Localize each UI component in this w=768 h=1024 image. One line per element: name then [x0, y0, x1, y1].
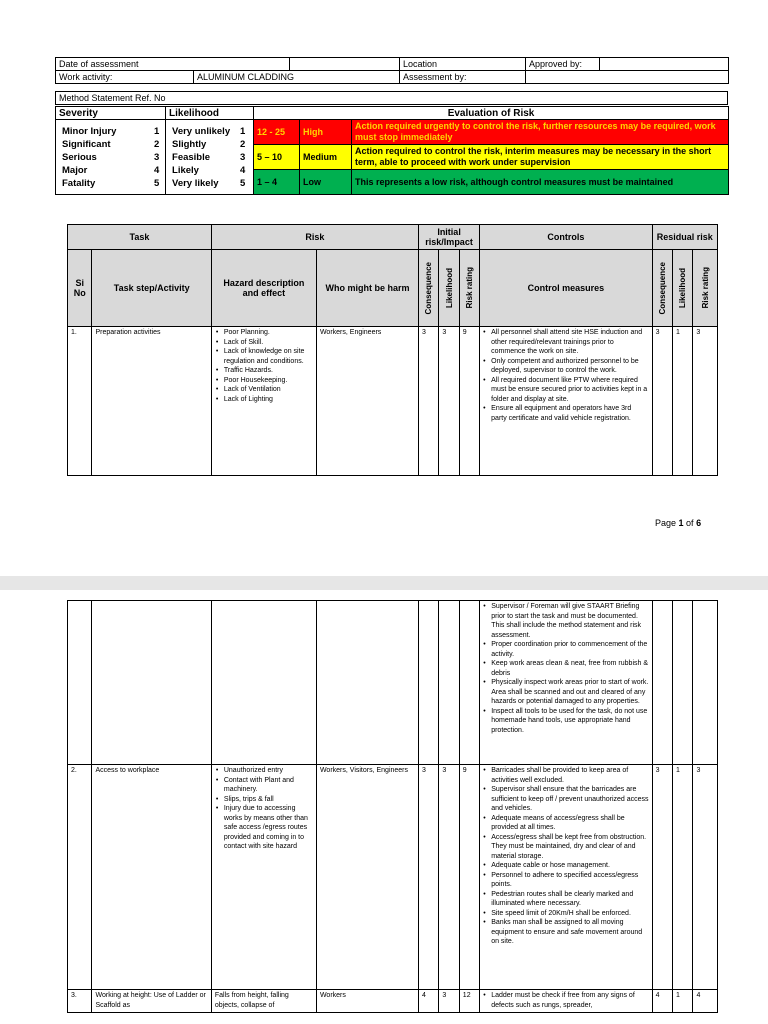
evaluation-heading: Evaluation of Risk — [254, 107, 729, 120]
row-who: Workers, Engineers — [316, 327, 418, 476]
row-res-consequence: 3 — [652, 765, 672, 990]
col-hazard: Hazard description and effect — [211, 250, 316, 327]
control-item: • Physically inspect work areas prior to start of work. Area shall be scanned and out and cleared of any hazards or potential damaged to any properties. — [491, 678, 648, 707]
severity-num: 2 — [154, 138, 160, 150]
row-likelihood: 3 — [439, 990, 459, 1013]
hazard-item: • Contact with Plant and machinery. — [224, 776, 313, 795]
row-res-consequence: 3 — [652, 327, 672, 476]
method-ref-table — [55, 91, 728, 105]
col-control-measures: Control measures — [480, 250, 652, 327]
assessment-by-label: Assessment by: — [400, 71, 526, 84]
row-controls — [480, 765, 652, 990]
activity-value: ALUMINUM CLADDING — [194, 71, 400, 84]
approved-label: Approved by: — [526, 58, 600, 71]
severity-scale — [56, 120, 166, 195]
col-who: Who might be harm — [316, 250, 418, 327]
location-label: Location — [400, 58, 526, 71]
hazard-item: • Poor Planning. — [224, 328, 313, 338]
likelihood-label: Slightly — [172, 138, 207, 150]
assessment-by-value — [526, 71, 729, 84]
control-item: • Keep work areas clean & neat, free from rubbish & debris — [491, 659, 648, 678]
row-res-likelihood: 1 — [673, 990, 693, 1013]
method-ref-label: Method Statement Ref. No — [56, 92, 728, 105]
hazard-item: • Lack of Skill. — [224, 338, 313, 348]
row-res-likelihood: 1 — [672, 327, 692, 476]
band-high-level: High — [300, 120, 352, 145]
control-item: • Adequate cable or hose management. — [491, 861, 648, 871]
severity-num: 3 — [154, 151, 160, 163]
band-low-action: This represents a low risk, although control measures must be maintained — [352, 170, 729, 195]
hazard-item: • Injury due to accessing works by means other than safe access /egress routes provided and coming in to contact with site hazard — [224, 804, 313, 852]
control-item: • Ensure all equipment and operators have 3rd party certificate and valid vehicle registration. — [491, 404, 648, 423]
control-item: • Supervisor / Foreman will give STAART Briefing prior to start the task and must be documented. This shall include the method statement and risk assessment. — [491, 602, 648, 640]
band-medium-level: Medium — [300, 145, 352, 170]
row-res-consequence — [652, 601, 672, 765]
row-likelihood: 3 — [439, 765, 459, 990]
row-task — [92, 601, 211, 765]
row-hazards — [211, 765, 316, 990]
likelihood-label: Very likely — [172, 177, 219, 189]
activity-label: Work activity: — [56, 71, 194, 84]
band-medium-range: 5 – 10 — [254, 145, 300, 170]
severity-num: 1 — [154, 125, 160, 137]
control-item: • Supervisor shall ensure that the barricades are sufficient to keep off / prevent unauthorized access and vehicles. — [491, 785, 648, 814]
row-who: Workers — [316, 990, 418, 1013]
severity-label: Minor Injury — [62, 125, 117, 137]
col-task: Task — [68, 225, 212, 250]
band-medium-action: Action required to control the risk, interim measures may be necessary in the short term, able to proceed with work under supervision — [352, 145, 729, 170]
likelihood-label: Likely — [172, 164, 199, 176]
table-row — [68, 327, 718, 476]
col-res-risk-rating — [693, 250, 718, 327]
date-value — [290, 58, 400, 71]
row-hazards: Falls from height, falling objects, collapse of — [211, 990, 316, 1013]
page-total: 6 — [696, 518, 702, 528]
col-si-no: Si No — [68, 250, 92, 327]
hazard-item: • Slips, trips & fall — [224, 795, 313, 805]
row-res-risk-rating — [693, 601, 718, 765]
col-controls: Controls — [480, 225, 652, 250]
table-row — [68, 765, 718, 990]
likelihood-num: 5 — [240, 177, 246, 189]
row-consequence: 3 — [418, 327, 438, 476]
severity-num: 4 — [154, 164, 160, 176]
band-low-range: 1 – 4 — [254, 170, 300, 195]
control-item: • Ladder must be check if free from any signs of defects such as rungs, spreader, — [491, 991, 648, 1010]
control-item: • Adequate means of access/egress shall be provided at all times. — [491, 814, 648, 833]
control-item: • Barricades shall be provided to keep area of activities well excluded. — [491, 766, 648, 785]
col-risk: Risk — [211, 225, 418, 250]
row-likelihood — [439, 601, 459, 765]
row-consequence — [418, 601, 438, 765]
hazard-item: • Lack of knowledge on site regulation and conditions. — [224, 347, 313, 366]
row-who: Workers, Visitors, Engineers — [316, 765, 418, 990]
band-high-range: 12 - 25 — [254, 120, 300, 145]
row-res-risk-rating: 3 — [693, 327, 718, 476]
control-item: • Pedestrian routes shall be clearly marked and illuminated where necessary. — [491, 890, 648, 909]
severity-label: Fatality — [62, 177, 96, 189]
row-task: Preparation activities — [92, 327, 211, 476]
hazard-item: • Lack of Lighting — [224, 395, 313, 405]
col-consequence — [418, 250, 438, 327]
control-item: • Only competent and authorized personnel to be deployed, supervisor to control the work. — [491, 357, 648, 376]
consequence-label: Consequence — [424, 261, 434, 315]
likelihood-label: Very unlikely — [172, 125, 231, 137]
likelihood-num: 3 — [240, 151, 246, 163]
col-res-likelihood — [672, 250, 692, 327]
table-row — [68, 601, 718, 765]
severity-label: Major — [62, 164, 88, 176]
row-risk-rating: 9 — [459, 765, 479, 990]
row-risk-rating: 9 — [459, 327, 479, 476]
col-task-step: Task step/Activity — [92, 250, 211, 327]
approved-value — [600, 58, 729, 71]
severity-heading: Severity — [56, 107, 166, 120]
control-item: • All personnel shall attend site HSE induction and other required/relevant trainings prior to commence the work on site. — [491, 328, 648, 357]
col-likelihood — [439, 250, 459, 327]
severity-num: 5 — [154, 177, 160, 189]
row-res-risk-rating: 3 — [693, 765, 718, 990]
row-consequence: 3 — [418, 765, 438, 990]
row-controls — [480, 990, 652, 1013]
col-residual: Residual risk — [652, 225, 717, 250]
hazard-item: • Unauthorized entry — [224, 766, 313, 776]
page-separator — [0, 576, 768, 590]
res-consequence-label: Consequence — [657, 261, 667, 315]
row-number: 2. — [68, 765, 92, 990]
band-low-level: Low — [300, 170, 352, 195]
row-task: Working at height: Use of Ladder or Scaffold as — [92, 990, 211, 1013]
row-res-risk-rating: 4 — [693, 990, 718, 1013]
hazard-item: • Traffic Hazards. — [224, 366, 313, 376]
task-risk-table — [67, 224, 718, 476]
row-risk-rating — [459, 601, 479, 765]
likelihood-label: Likelihood — [444, 268, 454, 308]
row-task: Access to workplace — [92, 765, 211, 990]
row-res-likelihood — [673, 601, 693, 765]
page-of: of — [683, 518, 697, 528]
likelihood-heading: Likelihood — [166, 107, 254, 120]
col-res-consequence — [652, 250, 672, 327]
row-controls — [480, 327, 652, 476]
row-number: 1. — [68, 327, 92, 476]
control-item: • Inspect all tools to be used for the task, do not use homemade hand tools, use appropriate hand protection. — [491, 707, 648, 736]
page-current: 1 — [678, 518, 684, 528]
row-consequence: 4 — [418, 990, 438, 1013]
row-res-consequence: 4 — [652, 990, 672, 1013]
hazard-item: • Lack of Ventilation — [224, 385, 313, 395]
col-risk-rating — [459, 250, 479, 327]
likelihood-num: 1 — [240, 125, 246, 137]
page-prefix: Page — [655, 518, 679, 528]
hazard-item: • Poor Housekeeping. — [224, 376, 313, 386]
band-high-action: Action required urgently to control the risk, further resources may be required, work must stop immediately — [352, 120, 729, 145]
row-hazards — [211, 327, 316, 476]
control-item: • Site speed limit of 20Km/H shall be enforced. — [491, 909, 648, 919]
likelihood-num: 2 — [240, 138, 246, 150]
col-initial: Initial risk/Impact — [418, 225, 479, 250]
row-risk-rating: 12 — [459, 990, 479, 1013]
row-hazards — [211, 601, 316, 765]
row-controls — [480, 601, 652, 765]
risk-rating-label: Risk rating — [464, 267, 474, 309]
likelihood-num: 4 — [240, 164, 246, 176]
assessment-header-table — [55, 57, 729, 84]
likelihood-label: Feasible — [172, 151, 211, 163]
row-number: 3. — [68, 990, 92, 1013]
date-label: Date of assessment — [56, 58, 290, 71]
control-item: • Personnel to adhere to specified access/egress points. — [491, 871, 648, 890]
res-risk-rating-label: Risk rating — [700, 267, 710, 309]
control-item: • All required document like PTW where required must be ensure secured prior to activities kept in a folder and display at site. — [491, 376, 648, 405]
table-row — [68, 990, 718, 1013]
row-number — [68, 601, 92, 765]
row-likelihood: 3 — [439, 327, 459, 476]
likelihood-scale — [166, 120, 254, 195]
severity-label: Significant — [62, 138, 111, 150]
task-risk-table-continued — [67, 600, 718, 1013]
page-number — [655, 518, 701, 528]
row-res-likelihood: 1 — [673, 765, 693, 990]
risk-matrix — [55, 106, 729, 195]
res-likelihood-label: Likelihood — [678, 268, 688, 308]
control-item: • Banks man shall be assigned to all moving equipment to ensure and safe movement around on site. — [491, 918, 648, 947]
control-item: • Proper coordination prior to commencement of the activity. — [491, 640, 648, 659]
severity-label: Serious — [62, 151, 97, 163]
control-item: • Access/egress shall be kept free from obstruction. They must be maintained, dry and clear of and material storage. — [491, 833, 648, 862]
row-who — [316, 601, 418, 765]
